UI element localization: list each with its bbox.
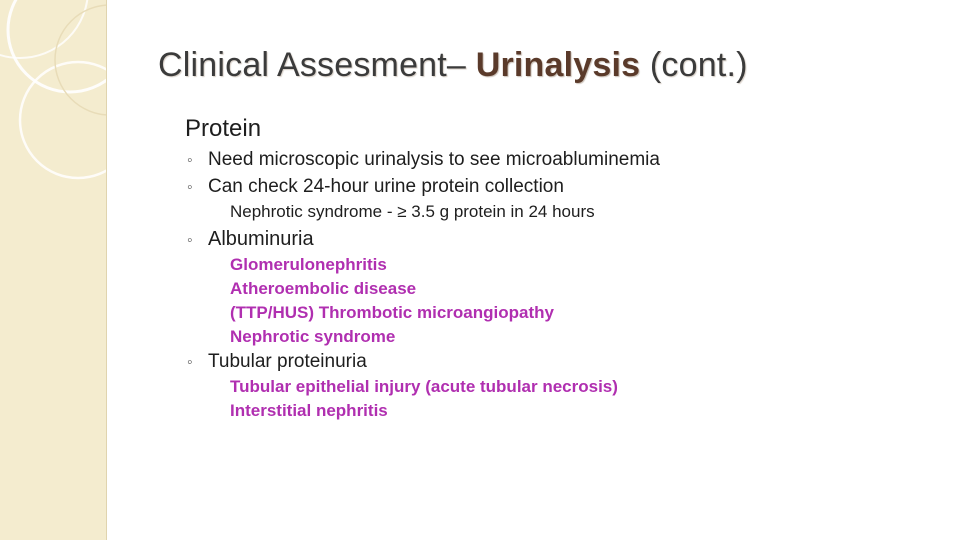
bullet-list (160, 114, 940, 423)
title-emphasis: Urinalysis (475, 46, 641, 84)
albuminuria-item (160, 325, 940, 349)
bullet-text: Protein (185, 115, 262, 142)
item-text: Glomerulonephritis (230, 255, 387, 274)
circle-bullet-icon: ◦ (187, 152, 193, 169)
bullet-albuminuria (160, 224, 940, 252)
item-text: (TTP/HUS) Thrombotic microangiopathy (230, 303, 554, 322)
item-text: Nephrotic syndrome (230, 327, 396, 346)
bullet-text: Tubular proteinuria (208, 351, 367, 372)
bullet-microscopic (160, 146, 940, 173)
decorative-sidebar (0, 0, 107, 540)
circle-bullet-icon: ◦ (187, 232, 193, 249)
tubular-item (160, 375, 940, 399)
albuminuria-item (160, 277, 940, 301)
tubular-item (160, 399, 940, 423)
item-text: Interstitial nephritis (230, 401, 388, 420)
albuminuria-item (160, 253, 940, 277)
bullet-text: Nephrotic syndrome - ≥ 3.5 g protein in 24 hours (230, 202, 595, 221)
bullet-nephrotic-range (160, 200, 940, 224)
albuminuria-item (160, 301, 940, 325)
page-title (158, 46, 748, 85)
bullet-tubular (160, 349, 940, 375)
decorative-circles (0, 0, 106, 540)
bullet-24hour (160, 173, 940, 200)
bullet-protein (160, 114, 940, 144)
bullet-text: Need microscopic urinalysis to see microabluminemia (208, 149, 660, 170)
title-main: Clinical Assesment– (158, 46, 476, 84)
item-text: Tubular epithelial injury (acute tubular necrosis) (230, 377, 618, 396)
circle-bullet-icon: ◦ (187, 354, 193, 371)
bullet-text: Can check 24-hour urine protein collection (208, 176, 564, 197)
title-suffix: (cont.) (640, 46, 748, 84)
item-text: Atheroembolic disease (230, 279, 417, 298)
bullet-text: Albuminuria (208, 228, 314, 250)
circle-bullet-icon: ◦ (187, 179, 193, 196)
